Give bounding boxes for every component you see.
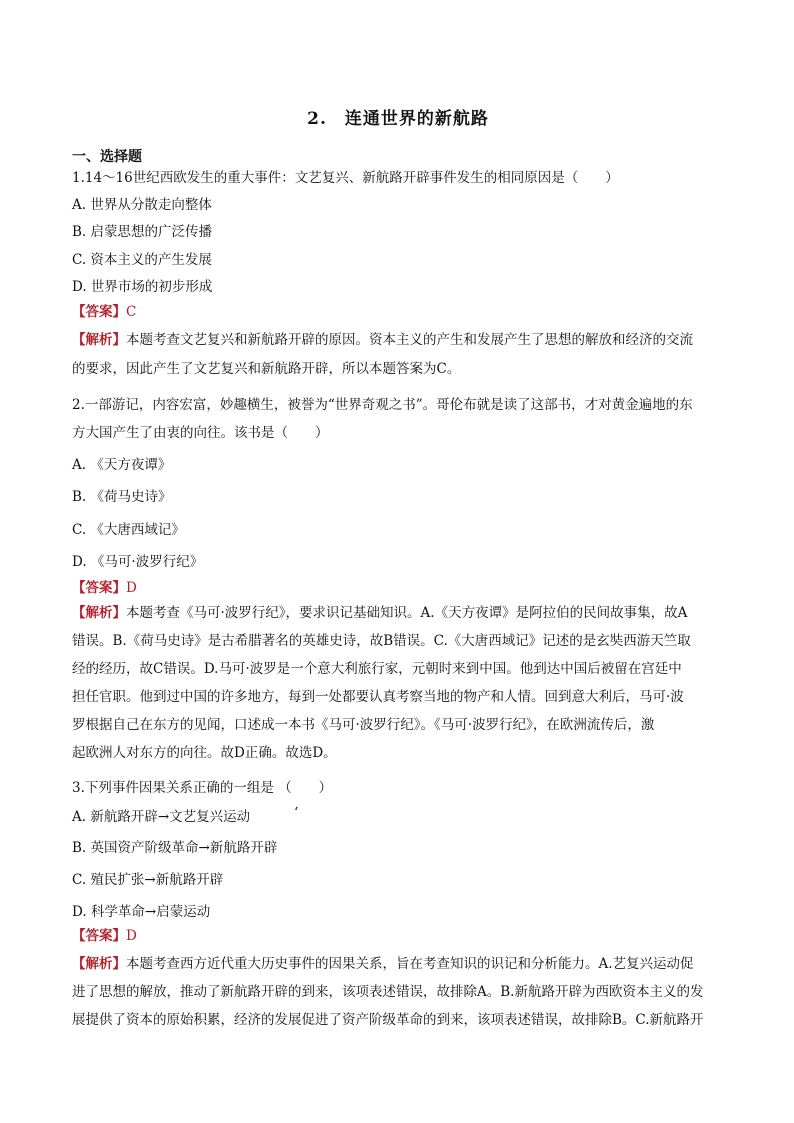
q2-explanation-line: 担任官职。他到过中国的许多地方，每到一处都要认真考察当地的物产和人情。回到意大利后，马可·波 — [72, 689, 684, 705]
explanation-text: 本题考查《马可·波罗行纪》，要求识记基础知识。A.《天方夜谭》是阿拉伯的民间故事集，故A — [126, 605, 688, 621]
answer-value: D — [126, 928, 137, 944]
q2-explanation-line — [72, 604, 687, 622]
q2-explanation-line: 错误。B.《荷马史诗》是古希腊著名的英雄史诗，故B错误。C.《大唐西域记》记述的是玄奘西游天竺取 — [72, 633, 691, 649]
answer-label: 【答案】 — [72, 304, 126, 320]
q1-explanation-line: 的要求，因此产生了文艺复兴和新航路开辟，所以本题答案为C。 — [72, 361, 461, 377]
q2-explanation-line: 经的经历，故C错误。D.马可·波罗是一个意大利旅行家，元朝时来到中国。他到达中国后被留在宫廷中 — [72, 661, 682, 677]
answer-label: 【答案】 — [72, 928, 126, 944]
q1-explanation-line — [72, 331, 693, 349]
q1-option-d: D. 世界市场的初步形成 — [72, 279, 213, 295]
q2-option-d: D. 《马可·波罗行纪》 — [72, 554, 204, 570]
q3-option-d: D. 科学革命→启蒙运动 — [72, 904, 211, 920]
q2-option-b: B. 《荷马史诗》 — [72, 489, 172, 505]
question-2-stem: 方大国产生了由衷的向往。该书是（ ） — [72, 425, 329, 441]
q1-option-b: B. 启蒙思想的广泛传播 — [72, 224, 213, 240]
q3-option-c: C. 殖民扩张→新航路开辟 — [72, 872, 224, 888]
question-2-stem: 2.一部游记，内容宏富，妙趣横生，被誉为“世界奇观之书”。哥伦布就是读了这部书，才对黄金遍地的东 — [72, 397, 693, 413]
q2-explanation-line: 起欧洲人对东方的向往。故D正确。故选D。 — [72, 745, 337, 761]
explanation-label: 【解析】 — [72, 332, 126, 348]
q1-answer — [72, 303, 136, 321]
answer-value: D — [126, 580, 137, 596]
stray-mark: ‘ — [294, 805, 299, 821]
q1-option-a: A. 世界从分散走向整体 — [72, 197, 212, 213]
q2-option-a: A. 《天方夜谭》 — [72, 457, 172, 473]
q3-option-a: A. 新航路开辟→文艺复兴运动 — [72, 809, 251, 825]
section-heading: 一、选择题 — [72, 149, 142, 165]
q3-option-b: B. 英国资产阶级革命→新航路开辟 — [72, 840, 278, 856]
q2-answer — [72, 579, 137, 597]
explanation-label: 【解析】 — [72, 956, 126, 972]
explanation-label: 【解析】 — [72, 605, 126, 621]
answer-value: C — [126, 304, 137, 320]
answer-label: 【答案】 — [72, 580, 126, 596]
q3-explanation-line — [72, 955, 694, 973]
question-3-stem: 3.下列事件因果关系正确的一组是 （ ） — [72, 780, 333, 796]
explanation-text: 本题考查文艺复兴和新航路开辟的原因。资本主义的产生和发展产生了思想的解放和经济的交流 — [126, 332, 693, 348]
q3-explanation-line: 进了思想的解放，推动了新航路开辟的到来，该项表述错误，故排除A。B.新航路开辟为西欧资本主义的发 — [72, 984, 704, 1000]
q1-option-c: C. 资本主义的产生发展 — [72, 252, 212, 268]
explanation-text: 本题考查西方近代重大历史事件的因果关系，旨在考查知识的识记和分析能力。A.艺复兴运动促 — [126, 956, 694, 972]
q3-answer — [72, 927, 137, 945]
document-page — [72, 0, 724, 1123]
question-1-stem: 1.14～16世纪西欧发生的重大事件：文艺复兴、新航路开辟事件发生的相同原因是（ ） — [72, 170, 619, 186]
page-title: 2. 连通世界的新航路 — [307, 109, 489, 129]
q2-explanation-line: 罗根据自己在东方的见闻，口述成一本书《马可·波罗行纪》。《马可·波罗行纪》，在欧洲流传后，激 — [72, 717, 655, 733]
q2-option-c: C. 《大唐西域记》 — [72, 522, 185, 538]
q3-explanation-line: 展提供了资本的原始积累，经济的发展促进了资产阶级革命的到来，该项表述错误，故排除B。C.新航路开 — [72, 1012, 704, 1028]
